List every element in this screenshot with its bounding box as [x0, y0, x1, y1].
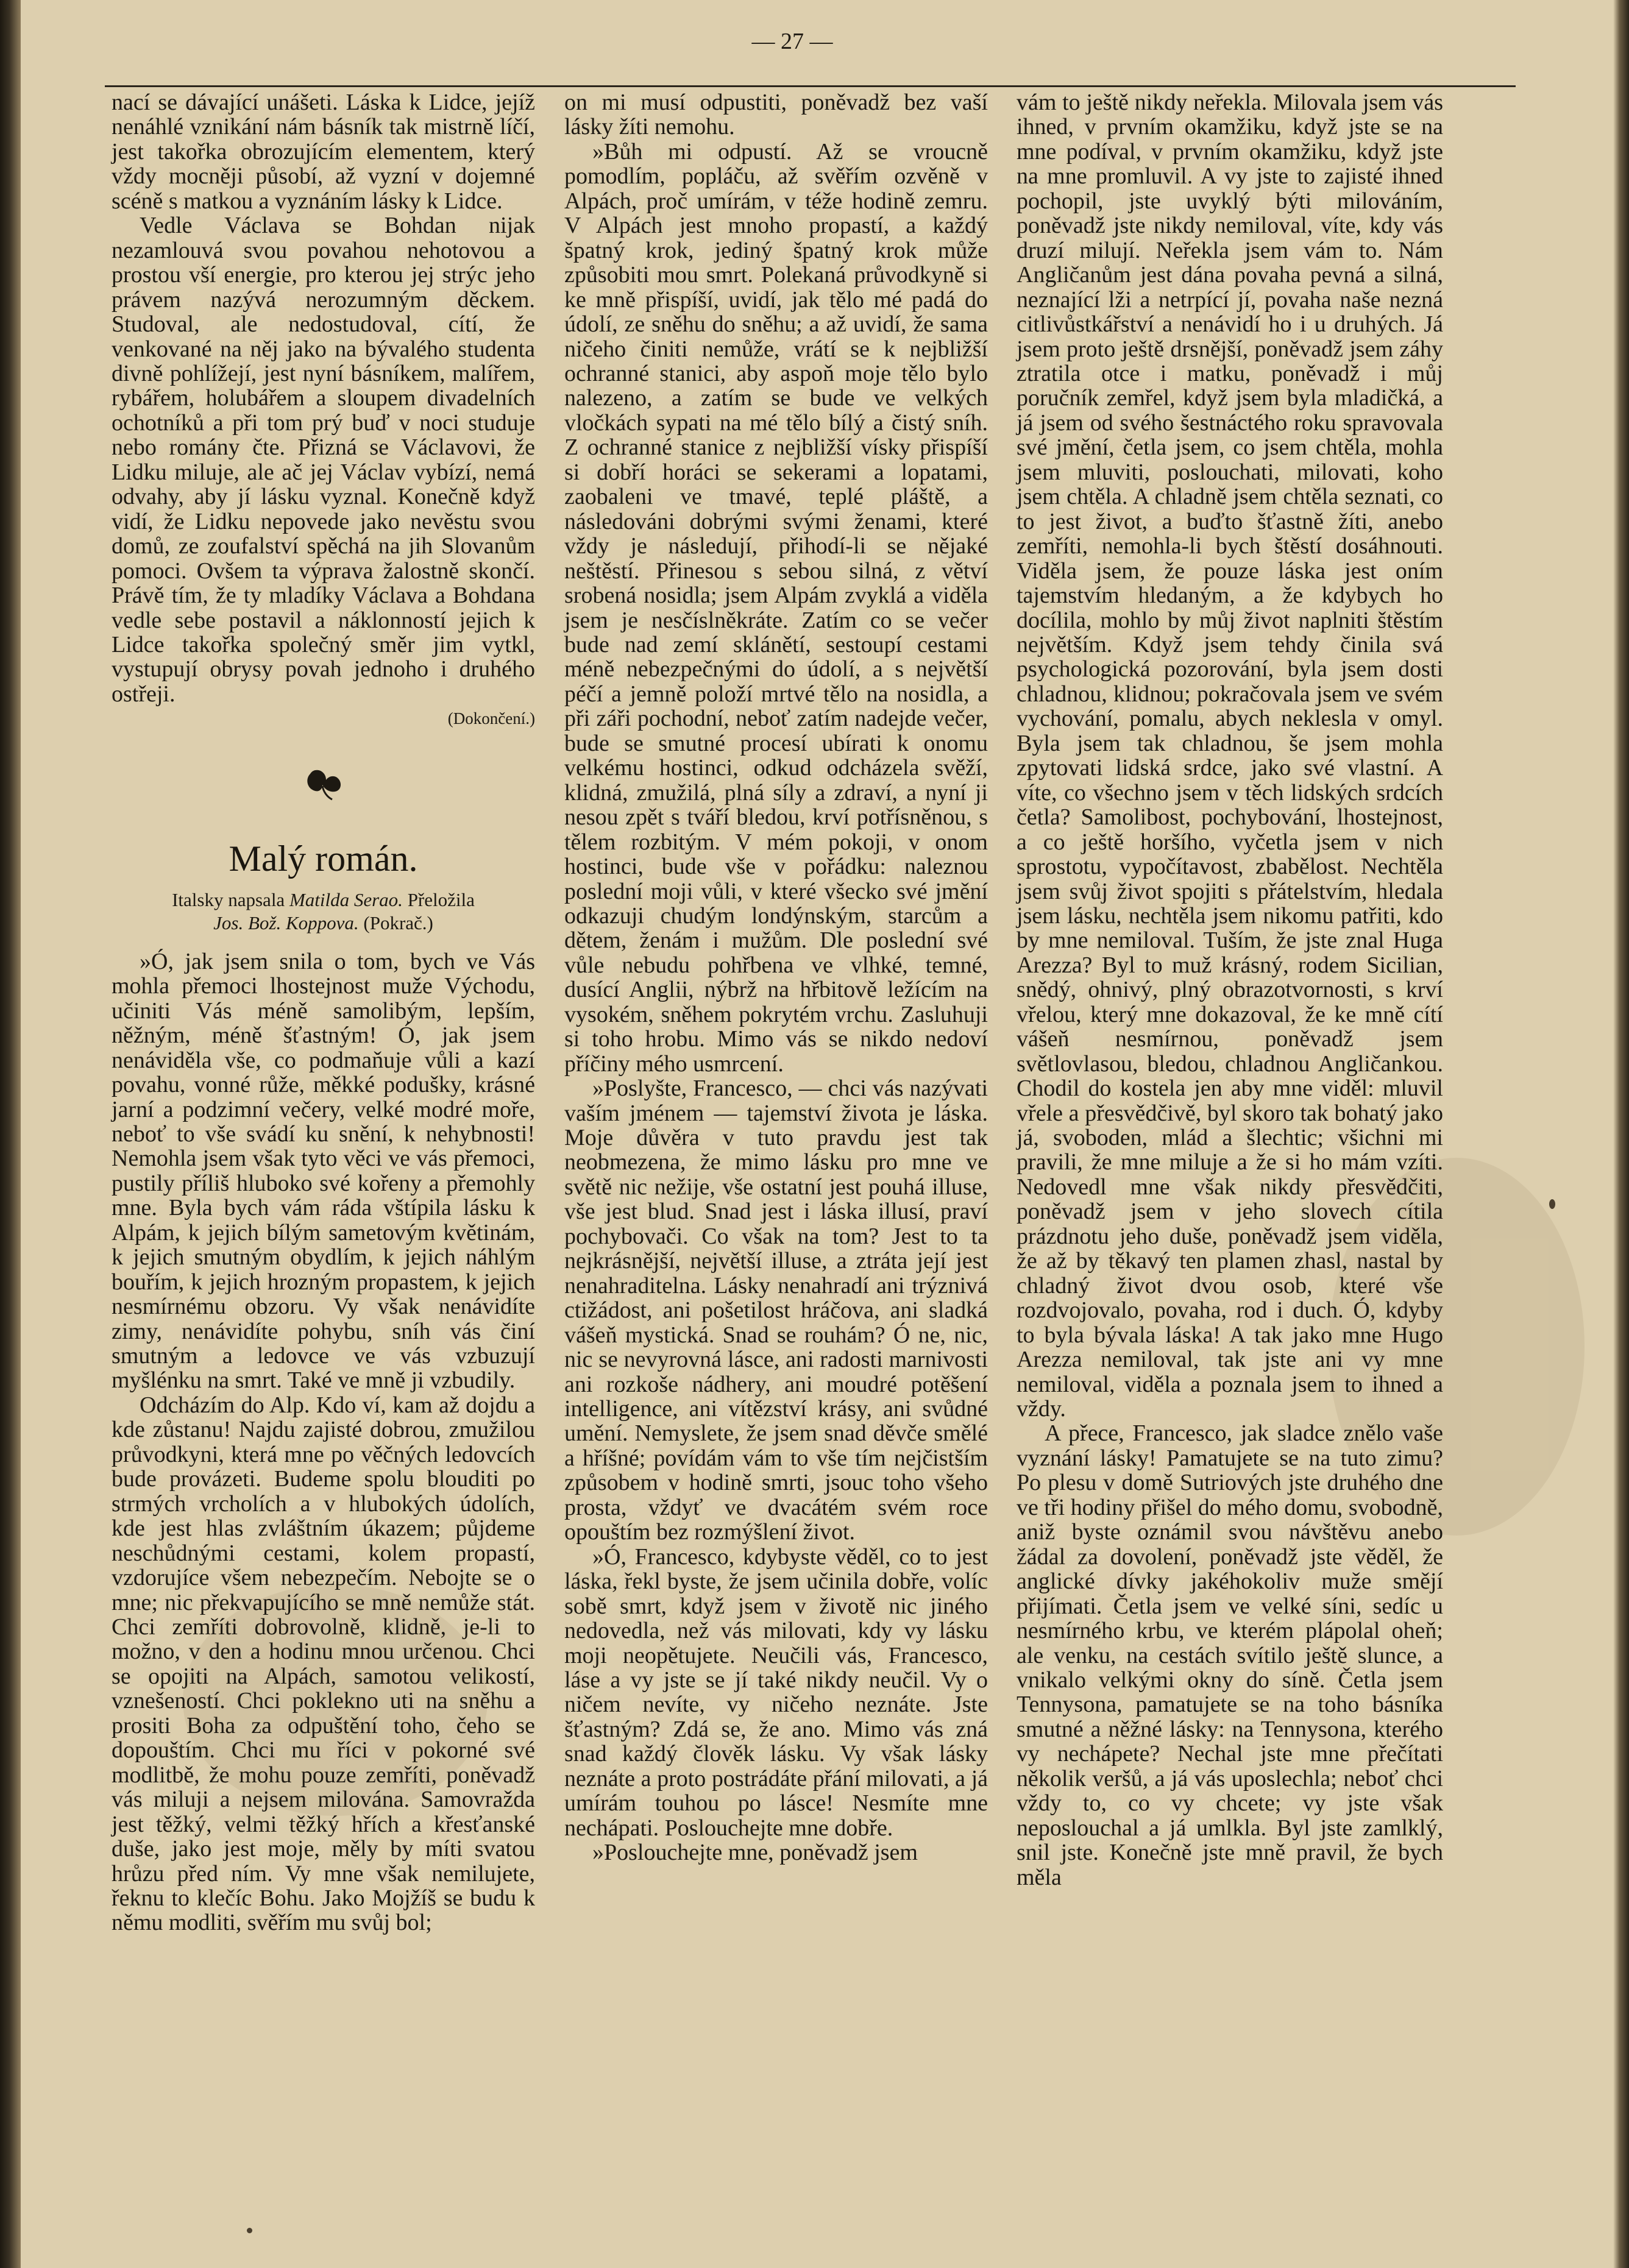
paragraph: Vedle Václava se Bohdan nijak nezamlouvá svou povahou nehotovou a prostou vší energie, pro kterou jej strýc jeho právem nazývá nerozumným děckem. Studoval, ale nedostudoval, cítí, že venkované na něj jako na bývalého studenta divně pohlížejí, jest nyní básníkem, malířem, rybářem, holubářem a sloupem divadelních ochotníků a při tom prý buď v noci studuje nebo romány čte. Přizná se Václavovi, že Lidku miluje, ale ač jej Václav vybízí, nemá odvahy, aby jí lásku vyznal. Konečně když vidí, že Lidku nepovede jako nevěstu svou domů, ze zoufalství spěchá na jih Slovanům pomoci. Ovšem ta výprava žalostně skončí. Právě tím, že ty mladíky Václava a Bohdana vedle sebe postavil a náklonností jejich k Lidce takořka společný směr jim vytkl, vystupují obrysy povah jednoho i druhého ostřeji.: [112, 213, 535, 707]
column-1: [112, 90, 535, 1935]
paragraph: »Poslouchejte mne, poněvadž jsem: [592, 1840, 918, 1866]
byline-continued: (Pokrač.): [363, 912, 433, 934]
print-speck: [247, 2228, 252, 2233]
paragraph: nací se dávající unášeti. Láska k Lidce, jejíž nenáhlé vznikání nám básník tak mistrně líčí, jest takořka obrozujícím elementem, který vždy mocněji působí, až vyzní v dojemné scéně s matkou a vyznáním lásky k Lidce.: [112, 90, 535, 214]
paragraph: on mi musí odpustiti, poněvadž bez vaší lásky žíti nemohu.: [564, 90, 988, 140]
column-2: [564, 90, 988, 1865]
header-rule: [105, 85, 1516, 87]
byline-prefix: Italsky napsala: [172, 888, 285, 910]
paragraph: »Ó, jak jsem snila o tom, bych ve Vás mohla přemoci lhostejnost muže Východu, učiniti Vás méně samolibým, lepším, něžným, méně šťastným! Ó, jak jsem nenáviděla vše, co podmaňuje vůli a kazí povahu, vonné růže, měkké podušky, krásné jarní a podzimní večery, velké modré moře, neboť to vše svádí ku snění, k nehybnosti! Nemohla jsem však tyto věci ve vás přemoci, pustily příliš hluboko své kořeny a přemohly mne. Byla bych vám ráda vštípila lásku k Alpám, k jejich bílým sametovým květinám, k jejich smutným obydlím, k jejich náhlým bouřím, k jejich hrozným propastem, k jejich nesmírnému obzoru. Vy však nenávidíte zimy, nenávidíte pohybu, sníh vás činí smutným a ledovce ve vás vzbuzují myšlénku na smrt. Také ve mně ji vzbudily.: [112, 948, 535, 1394]
paragraph: »Bůh mi odpustí. Až se vroucně pomodlím, popláču, až svěřím ozvěně v Alpách, proč umírám, v téže hodině zemru. V Alpách jest mnoho propastí, a každý špatný krok, jediný špatný krok může způsobiti mou smrt. Polekaná průvodkyně si ke mně přispíší, uvidí, jak tělo mé padá do údolí, ze sněhu do sněhu; a až uvidí, že sama ničeho činiti nemůže, vrátí se k nejbližší ochranné stanici, aby aspoň moje tělo bylo nalezeno, a zatím se bude ve velkých vločkách sypati na mé tělo bílý a čistý sníh. Z ochranné stanice z nejbližší vísky přispíší si dobří horáci se sekerami a lopatami, zaobaleni ve tmavé, teplé pláště, a následováni dobrými svými ženami, které vždy je následují, přihodí-li se nějaké neštěstí. Přinesou s sebou silná, z větví srobená nosidla; jsem Alpám zvyklá a viděla jsem je nesčíslněkráte. Zatím co se večer bude nad zemí sklánětí, sestoupí cestami méně nebezpečnými do údolí, a s největší péčí a jemně položí mrtvé tělo na nosidla, a při záři pochodní, neboť zatím nadejde večer, bude se smutné procesí ubírati k onomu velkému hostinci, odkud odcházela svěží, klidná, zmužilá, plná síly a zdraví, a nyní ji nesou zpět s tváří bledou, krví potřísněnou, s tělem rozbitým. V mém pokoji, v onom hostinci, bude vše v pořádku: naleznou poslední moji vůli, v které všecko své jmění odkazuji chudým londýnským, starcům a dětem, ženám i mužům. Dle poslední své vůle nebudu pohřbena ve vlhké, temné, dusící Anglii, nýbrž na hřbitově ležícím na vysokém, sněhem pokrytém vrchu. Zasluhuji si toho hrobu. Mimo vás se nikdo nedoví příčiny mého usmrcení.: [564, 138, 988, 1077]
paragraph: A přece, Francesco, jak sladce znělo vaše vyznání lásky! Pamatujete se na tuto zimu? Po plesu v domě Sutriových jste druhého dne ve tři hodiny přišel do mého domu, svobodně, aniž byste oznámil svou návštěvu anebo žádal za dovolení, poněvadž jste věděl, že anglické dívky jakéhokoliv muže smějí přijímati. Četla jsem ve velké síni, sedíc u nesmírného krbu, ve kterém plápolal oheň; ale venku, na cestách svítilo ještě slunce, a vnikalo velkými okny do síně. Četla jsem Tennysona, pamatujete se na toho básníka smutné a něžné lásky: na Tennysona, kterého vy nechápete? Nechal jste mne přečítati několik veršů, a já vás uposlechla; neboť chci vždy to, co vy chcete; vy jste však neposlouchal a já umlkla. Byl jste zamlklý, snil jste. Konečně jste mně pravil, že bych měla: [1017, 1420, 1443, 1890]
byline: [112, 888, 535, 935]
story-title: Malý román.: [229, 838, 418, 879]
leaf-fleuron-icon: [112, 731, 535, 819]
byline-translator: Jos. Bož. Koppova.: [213, 912, 359, 934]
paragraph: Odcházím do Alp. Kdo ví, kam až dojdu a kde zůstanu! Najdu zajisté dobrou, zmužilou průvodkyni, která mne po věčných ledovcích bude provázeti. Budeme spolu blouditi po strmých vrcholích a v hlubokých údolích, kde jest hlas zvláštním úkazem; půjdeme neschůdnými cestami, kolem propastí, vzdorujíce všem nebezpečím. Nebojte se o mne; nic překvapujícího se mně nemůže stát. Chci zemříti dobrovolně, klidně, je-li to možno, v den a hodinu mnou určenou. Chci se opojiti na Alpách, samotou velikostí, vznešeností. Chci poklekno uti na sněhu a prositi Boha za odpuštění toho, čeho se dopouštím. Chci mu říci v pokorné své modlitbě, že mohu pouze zemříti, poněvadž vás miluji a nejsem milována. Samovražda jest těžký, velmi těžký hřích a křesťanské duše, jako jest moje, měly by míti svatou hrůzu před ním. Vy mne však nemilujete, řeknu to klečíc Bohu. Jako Mojžíš se budu k němu modliti, svěřím mu svůj bol;: [112, 1392, 535, 1936]
byline-author: Matilda Serao.: [289, 888, 403, 910]
binding-shadow-left: [0, 0, 21, 2268]
paragraph: »Ó, Francesco, kdybyste věděl, co to jest láska, řekl byste, že jsem učinila dobře, volíc sobě smrt, když jsem v životě nic jiného nedovedla, než vás milovati, kdy vy lásku moji neopětujete. Neučili vás, Francesco, láse a vy jste se jí také nikdy neučil. Vy o ničem nevíte, vy ničeho neznáte. Jste šťastným? Zdá se, že ano. Mimo vás zná snad každý člověk lásku. Vy však lásky neznáte a proto postrádáte přání milovati, a já umírám touhou po lásce! Nesmíte mne nechápati. Poslouchejte mne dobře.: [564, 1543, 988, 1841]
print-speck: [1549, 1199, 1555, 1209]
continuation-note: (Dokončení.): [447, 709, 535, 728]
byline-translated-by: Přeložila: [407, 888, 475, 910]
paragraph: »Poslyšte, Francesco, — chci vás nazývati vaším jménem — tajemství života je láska. Moje důvěra v tuto pravdu jest tak neobmezena, že mimo lásku pro mne ve světě nic nežije, vše ostatní jest pouhá illuse, vše jest blud. Snad jest i láska illusí, praví pochybovači. Co však na tom? Jest to ta nejkrásnější, největší illuse, a ztráta její jest nenahraditelna. Lásky nenahradí ani trýznivá ctižádost, ani pošetilost hráčova, ani sladká vášeň mystická. Snad se rouhám? Ó ne, nic, nic se nevyrovná lásce, ani radosti marnivosti ani rozkoše nádhery, ani moudré potěšení intelligence, ani vítězství krásy, ani svůdné umění. Nemyslete, že jsem snad děvče smělé a hříšné; povídám vám to vše tím nejčistším způsobem v hodině smrti, jsouc toho všeho prosta, vždyť ve dvacátém svém roce opouštím bez rozmýšlení život.: [564, 1076, 988, 1545]
page-edge-right: [1613, 0, 1629, 2268]
paragraph: vám to ještě nikdy neřekla. Milovala jsem vás ihned, v prvním okamžiku, když jste se na mne podíval, v prvním okamžiku, když jste na mne promluvil. A vy jste to zajisté ihned pochopil, jste uvyklý býti milováním, poněvadž jste nikdy nemiloval, víte, kdy vás druzí milují. Neřekla jsem vám to. Nám Angličanům jest dána povaha pevná a silná, neznající lži a netrpící jí, povaha naše nezná citlivůstkářství a nenávidí ho i u druhých. Já jsem proto ještě drsnější, poněvadž jsem záhy ztratila otce i matku, poněvadž i můj poručník zemřel, když jsem byla mladičká, a já jsem od svého šestnáctého roku spravovala své jmění, četla jsem, co jsem chtěla, mohla jsem mluviti, poslouchati, milovati, koho jsem chtěla. A chladně jsem chtěla seznati, co to jest život, a buďto šťastně žíti, anebo zemříti, nemohla-li bych štěstí dosáhnouti. Viděla jsem, že pouze láska jest oním tajemstvím hledaným, a že kdybych ho docílila, mohlo by můj život naplniti štěstím největším. Když jsem tehdy činila svá psychologická pozorování, byla jsem dosti chladnou, klidnou; pokračovala jsem ve svém vychování, pomalu, abych neklesla v omyl. Byla jsem tak chladnou, še jsem mohla zpytovati lidská srdce, jako své vlastní. A víte, co všechno jsem v těch lidských srdcích četla? Samolibost, pochybování, lhostejnost, a co ještě horšího, vyčetla jsem v nich sprostotu, vypočítavost, zbabělost. Nechtěla jsem svůj život spojiti s přátelstvím, hledala jsem lásku, nechtěla jsem nikomu patřiti, kdo by mne nemiloval. Tuším, že jste znal Huga Arezza? Byl to muž krásný, rodem Sicilian, snědý, ohnivý, plný obrazotvornosti, s krví vřelou, který mne dokazoval, že ke mně cítí vášeň nesmírnou, poněvadž jsem světlovlasou, bledou, chladnou Angličankou. Chodil do kostela jen aby mne viděl: mluvil vřele a přesvědčivě, byl skoro tak bohatý jako já, svoboden, mlád a šlechtic; všichni mi pravili, že mne miluje a že si ho mám vzíti. Nedovedl mne však nikdy přesvědčiti, poněvadž jsem v jeho slovech cítila prázdnotu jeho duše, poněvadž jsem viděla, že až by těkavý ten plamen zhasl, nastal by chladný život dvou osob, které vše rozdvojovalo, povaha, rod i duch. Ó, kdyby to byla bývala láska! A tak jako mne Hugo Arezza nemiloval, tak jste ani vy mne nemiloval, viděla a poznala jsem to ihned a vždy.: [1017, 90, 1443, 1422]
column-3: [1017, 90, 1443, 1890]
page-number: — 27 —: [751, 29, 833, 54]
